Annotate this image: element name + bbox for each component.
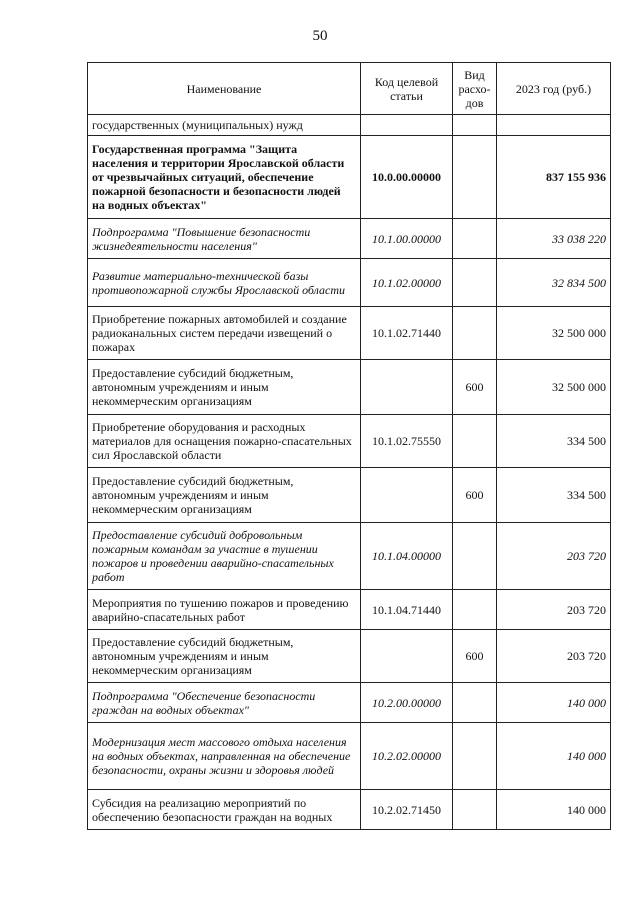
cell-name: Подпрограмма "Обеспечение безопасности граждан на водных объектах" <box>88 683 361 723</box>
cell-code: 10.0.00.00000 <box>361 136 453 219</box>
header-amount: 2023 год (руб.) <box>497 63 611 115</box>
cell-code: 10.1.02.71440 <box>361 307 453 360</box>
cell-amount: 32 834 500 <box>497 259 611 307</box>
table-row <box>88 136 611 219</box>
cell-name: Мероприятия по тушению пожаров и проведению аварийно-спасательных работ <box>88 590 361 630</box>
cell-code: 10.1.02.75550 <box>361 415 453 468</box>
cell-kind <box>453 136 497 219</box>
cell-amount: 140 000 <box>497 723 611 790</box>
cell-kind <box>453 683 497 723</box>
cell-name: Приобретение оборудования и расходных материалов для оснащения пожарно-спасательных сил Ярославской области <box>88 415 361 468</box>
cell-amount: 203 720 <box>497 630 611 683</box>
cell-name: Развитие материально-технической базы противопожарной службы Ярославской области <box>88 259 361 307</box>
cell-kind: 600 <box>453 630 497 683</box>
cell-code <box>361 630 453 683</box>
cell-kind: 600 <box>453 468 497 523</box>
cell-amount: 32 500 000 <box>497 360 611 415</box>
cell-amount: 140 000 <box>497 790 611 830</box>
cell-code <box>361 115 453 136</box>
cell-kind <box>453 307 497 360</box>
table-row <box>88 523 611 590</box>
header-code: Код целевой статьи <box>361 63 453 115</box>
cell-name: Предоставление субсидий бюджетным, автономным учреждениям и иным некоммерческим организациям <box>88 630 361 683</box>
table-row <box>88 683 611 723</box>
cell-amount <box>497 115 611 136</box>
cell-kind <box>453 723 497 790</box>
cell-code: 10.2.00.00000 <box>361 683 453 723</box>
cell-amount: 203 720 <box>497 523 611 590</box>
table-header-row <box>88 63 611 115</box>
table-row <box>88 630 611 683</box>
table-row <box>88 115 611 136</box>
cell-name: Модернизация мест массового отдыха населения на водных объектах, направленная на обеспечение безопасности, охраны жизни и здоровья людей <box>88 723 361 790</box>
cell-code <box>361 468 453 523</box>
cell-amount: 334 500 <box>497 468 611 523</box>
cell-kind: 600 <box>453 360 497 415</box>
table-row <box>88 790 611 830</box>
header-name: Наименование <box>88 63 361 115</box>
table-row <box>88 723 611 790</box>
cell-name: Подпрограмма "Повышение безопасности жизнедеятельности населения" <box>88 219 361 259</box>
cell-kind <box>453 415 497 468</box>
table-row <box>88 590 611 630</box>
cell-name: Предоставление субсидий бюджетным, автономным учреждениям и иным некоммерческим организациям <box>88 468 361 523</box>
budget-table <box>87 62 611 830</box>
cell-kind <box>453 790 497 830</box>
cell-code: 10.1.00.00000 <box>361 219 453 259</box>
cell-name: Предоставление субсидий добровольным пожарным командам за участие в тушении пожаров и проведении аварийно-спасательных работ <box>88 523 361 590</box>
cell-kind <box>453 219 497 259</box>
cell-amount: 334 500 <box>497 415 611 468</box>
header-kind: Вид расхо-дов <box>453 63 497 115</box>
cell-amount: 203 720 <box>497 590 611 630</box>
cell-amount: 837 155 936 <box>497 136 611 219</box>
cell-amount: 32 500 000 <box>497 307 611 360</box>
cell-code: 10.1.04.00000 <box>361 523 453 590</box>
table-row <box>88 360 611 415</box>
cell-amount: 33 038 220 <box>497 219 611 259</box>
cell-name: Субсидия на реализацию мероприятий по обеспечению безопасности граждан на водных <box>88 790 361 830</box>
cell-kind <box>453 590 497 630</box>
page-number: 50 <box>312 28 328 44</box>
cell-code: 10.2.02.00000 <box>361 723 453 790</box>
cell-name: Предоставление субсидий бюджетным, автономным учреждениям и иным некоммерческим организациям <box>88 360 361 415</box>
cell-kind <box>453 523 497 590</box>
cell-code: 10.2.02.71450 <box>361 790 453 830</box>
cell-code <box>361 360 453 415</box>
cell-name: Приобретение пожарных автомобилей и создание радиоканальных систем передачи извещений о пожарах <box>88 307 361 360</box>
table-row <box>88 259 611 307</box>
cell-amount: 140 000 <box>497 683 611 723</box>
cell-kind <box>453 115 497 136</box>
table-row <box>88 219 611 259</box>
table-row <box>88 415 611 468</box>
table-row <box>88 307 611 360</box>
cell-code: 10.1.04.71440 <box>361 590 453 630</box>
cell-name: Государственная программа "Защита населения и территории Ярославской области от чрезвычайных ситуаций, обеспечение пожарной безопасности и безопасности людей на водных объектах" <box>88 136 361 219</box>
cell-kind <box>453 259 497 307</box>
cell-code: 10.1.02.00000 <box>361 259 453 307</box>
table-row <box>88 468 611 523</box>
cell-name: государственных (муниципальных) нужд <box>88 115 361 136</box>
